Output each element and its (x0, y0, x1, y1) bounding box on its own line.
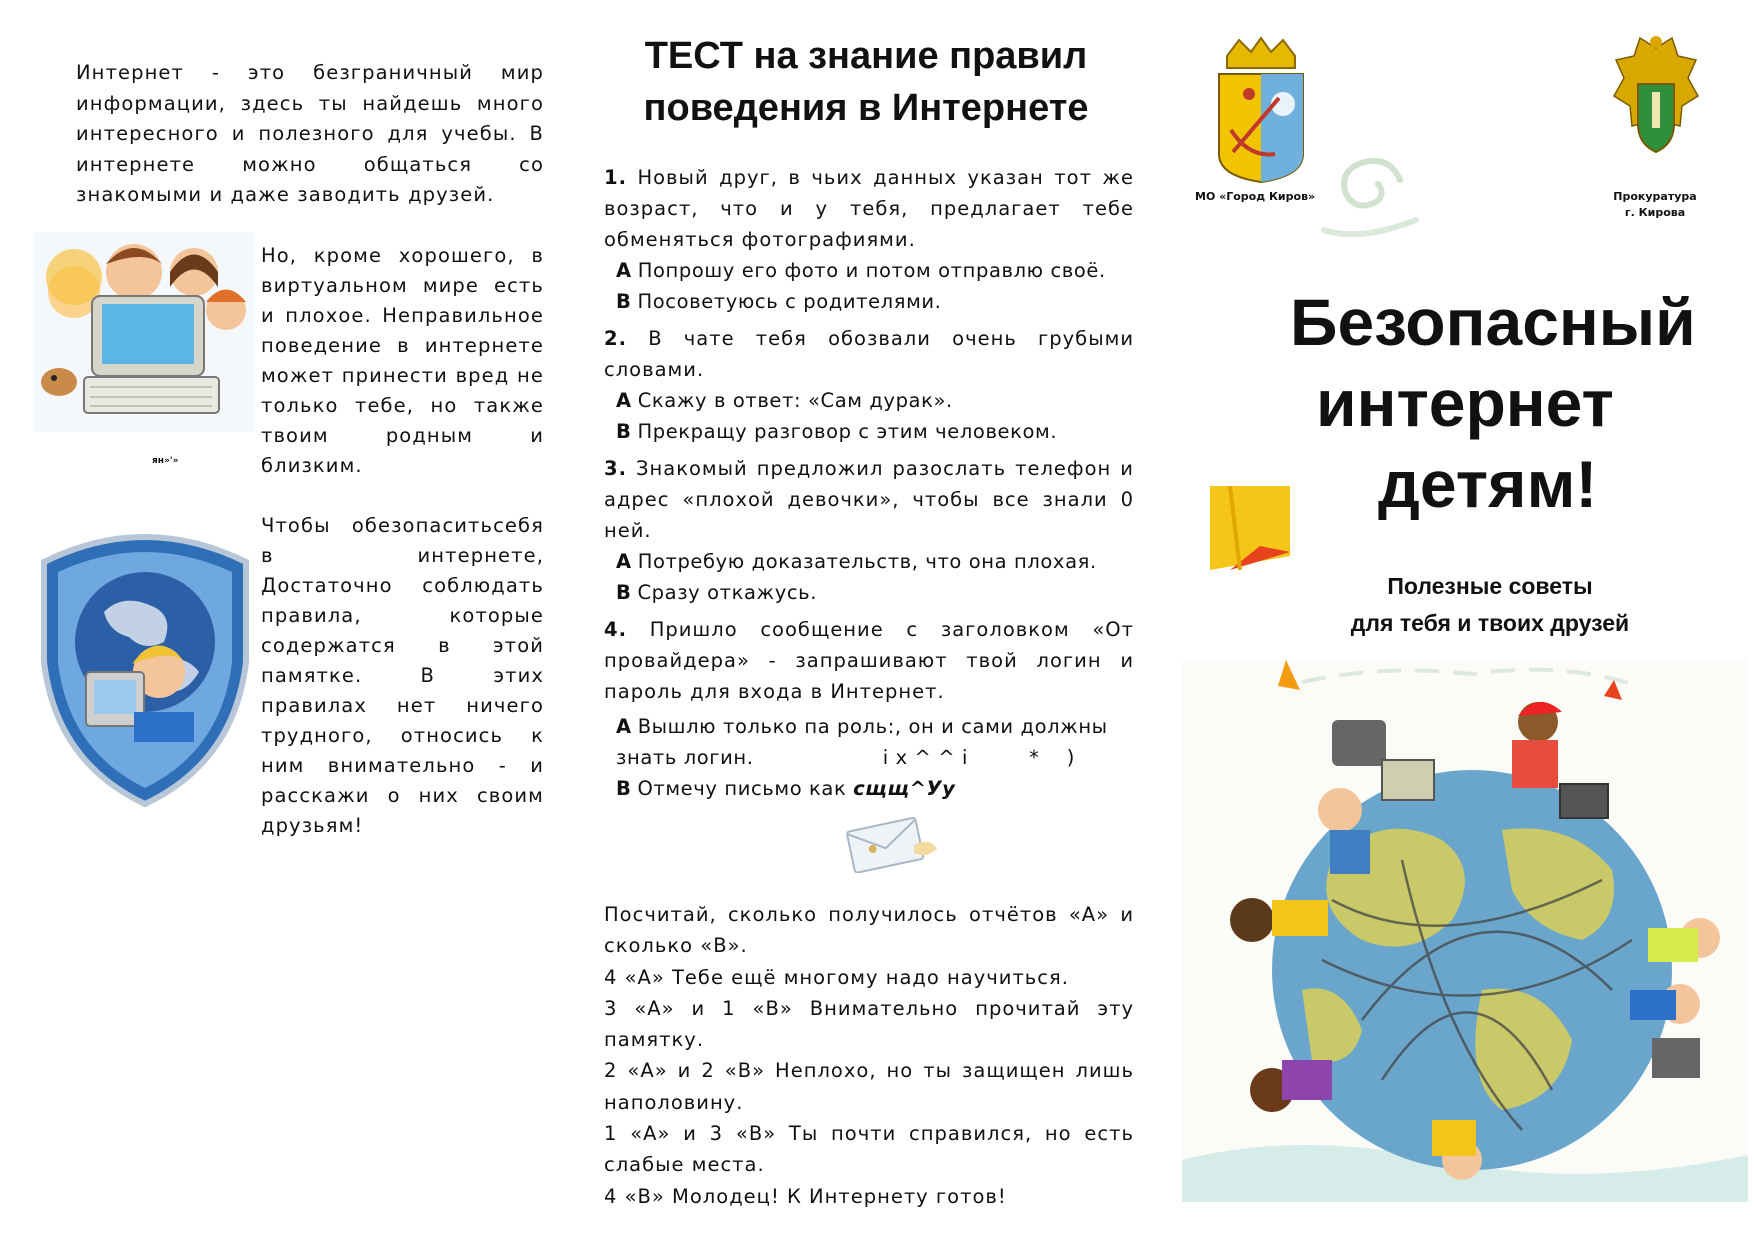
globe-kids-illustration (1182, 660, 1748, 1202)
answer-a[interactable] (616, 255, 1134, 286)
question-text: Знакомый предложил разослать телефон и адрес «плохой девочки», чтобы все знали 0 ней. (604, 457, 1134, 542)
answer-text: Попрошу его фото и потом отправлю своё. (637, 259, 1106, 282)
main-title (1250, 282, 1730, 525)
envelope-icon (842, 815, 940, 873)
answer-text: Потребую доказательств, что она плохая. (637, 550, 1097, 573)
answer-label: А (616, 715, 632, 738)
result-line: 1 «А» и 3 «В» Ты почти справился, но есть слабые места. (604, 1122, 1134, 1177)
main-title-line1: Безопасный (1290, 285, 1696, 359)
answer-a[interactable] (616, 546, 1134, 577)
question-1 (604, 162, 1134, 255)
answer-label: В (616, 777, 632, 800)
answer-b[interactable] (616, 286, 1134, 317)
quiz (604, 162, 1134, 804)
answer-text: Посоветуюсь с родителями. (637, 290, 942, 313)
subtitle-line2: для тебя и твоих друзей (1350, 610, 1630, 636)
answer-text: Вышлю только па роль:, он и сами должны знать логин. i x ^ ^ i * ) (616, 715, 1115, 769)
bad-side-paragraph: Но, кроме хорошего, в виртуальном мире есть и плохое. Неправильное поведение в интернете может принести вред не только тебе, но также твоим родным и близким. (261, 244, 544, 477)
test-title-line1: ТЕСТ на знание правил (644, 35, 1088, 77)
question-2 (604, 323, 1134, 385)
answer-text: Отмечу письмо как (637, 777, 847, 800)
question-4 (604, 614, 1134, 707)
prosecutor-emblem-icon (1610, 34, 1702, 158)
answer-a[interactable] (616, 385, 1134, 416)
answer-b[interactable] (616, 773, 1134, 804)
answer-label: В (616, 581, 632, 604)
result-line: 2 «А» и 2 «В» Неплохо, но ты защищен лишь наполовину. (604, 1059, 1134, 1114)
kirov-label: МО «Город Киров» (1195, 190, 1316, 203)
test-title-line2: поведения в Интернете (643, 87, 1089, 129)
test-title (596, 30, 1136, 134)
results-intro: Посчитай, сколько получилось отчётов «А» и сколько «В». (604, 903, 1134, 958)
answer-italic-text: сщщ^Уу (853, 777, 956, 800)
kirov-coat-of-arms-icon (1209, 34, 1313, 184)
prosecutor-label-line2: г. Кирова (1624, 206, 1686, 219)
safety-rules-paragraph: Чтобы обезопаситьсебя в интернете, Достаточно соблюдать правила, которые содержатся в этой памятке. В этих правилах нет ничего трудного, относись к ним внимательно - и расскажи о них своим друзьям! (261, 514, 544, 837)
question-number: 4. (604, 618, 627, 641)
subtitle-line1: Полезные советы (1387, 573, 1593, 599)
prosecutor-label (1600, 189, 1710, 221)
answer-text: Сразу откажусь. (637, 581, 818, 604)
illustration-caption: ян»'» (152, 456, 179, 466)
question-number: 1. (604, 166, 627, 189)
subtitle (1300, 568, 1680, 642)
decorative-swirl (1320, 150, 1420, 242)
answer-label: В (616, 420, 632, 443)
answer-text: Прекращу разговор с этим человеком. (637, 420, 1058, 443)
question-text: Пришло сообщение с заголовком «От провайдера» - запрашивают твой логин и пароль для входа в Интернет. (604, 618, 1134, 703)
result-line: 4 «А» Тебе ещё многому надо научиться. (604, 965, 1069, 989)
question-number: 3. (604, 457, 627, 480)
kids-computer-illustration (34, 232, 254, 432)
main-title-line2: интернет (1316, 366, 1614, 440)
answer-a[interactable] (616, 711, 1134, 773)
question-number: 2. (604, 327, 627, 350)
question-text: Новый друг, в чьих данных указан тот же возраст, что и у тебя, предлагает тебе обменяться фотографиями. (604, 166, 1134, 251)
answer-label: А (616, 389, 632, 412)
result-line: 3 «А» и 1 «В» Внимательно прочитай эту памятку. (604, 996, 1134, 1052)
answer-label: А (616, 259, 632, 282)
answer-label: В (616, 290, 632, 313)
answer-b[interactable] (616, 577, 1134, 608)
answer-b[interactable] (616, 416, 1134, 447)
answer-text: Скажу в ответ: «Сам дурак». (637, 389, 953, 412)
intro-paragraph: Интернет - это безграничный мир информации, здесь ты найдешь много интересного и полезного для учебы. В интернете можно общаться со знакомыми и даже заводить друзей. (76, 61, 544, 206)
answer-label: А (616, 550, 632, 573)
prosecutor-label-line1: Прокуратура (1613, 190, 1697, 203)
question-text: В чате тебя обозвали очень грубыми словами. (604, 327, 1134, 381)
shield-boy-illustration (34, 522, 256, 808)
result-line: 4 «В» Молодец! К Интернету готов! (604, 1184, 1007, 1208)
results (604, 899, 1134, 1212)
main-title-line3: детям! (1378, 447, 1598, 521)
question-3 (604, 453, 1134, 546)
